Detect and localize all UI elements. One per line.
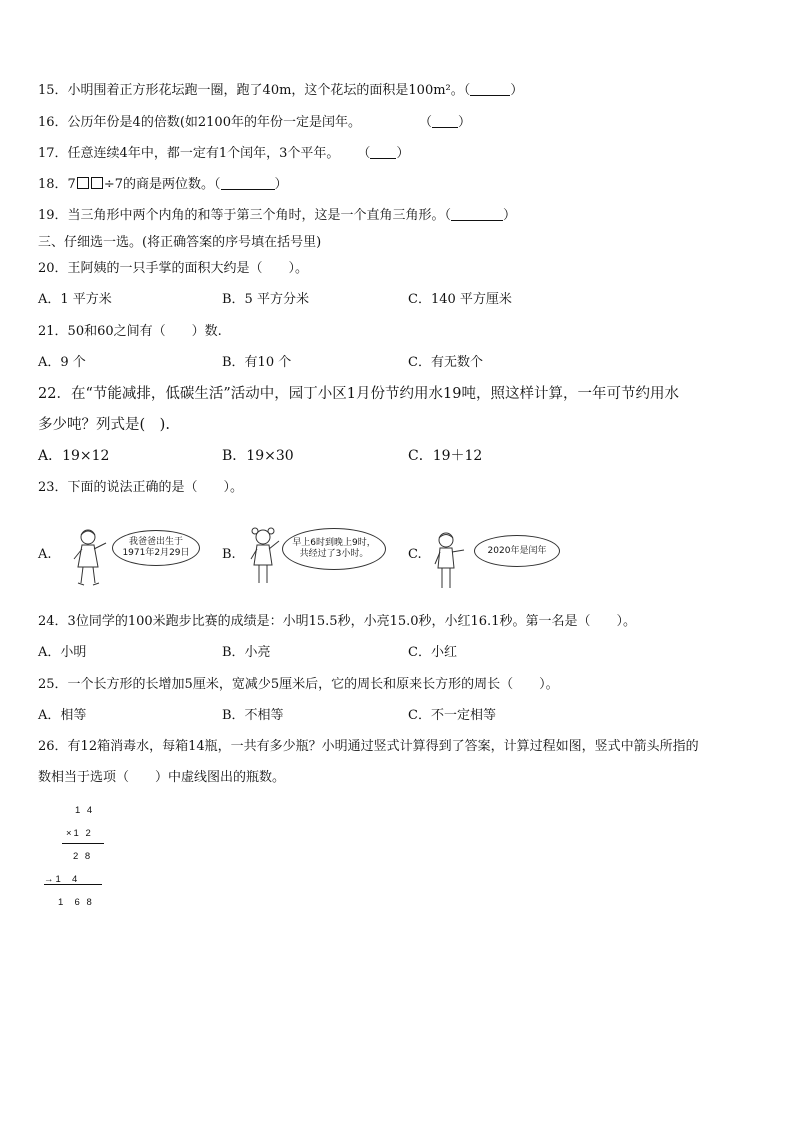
paren-close: ） [458, 115, 472, 130]
speech-bubble [474, 535, 560, 567]
question-18-text: ÷7的商是两位数。（ [103, 177, 221, 192]
bubble-text: 2020年是闰年 [487, 545, 547, 556]
digit-box-icon [91, 177, 103, 189]
option-b[interactable]: B．19×30 [222, 448, 294, 464]
paren-open: （ [357, 146, 371, 161]
question-20: 20．王阿姨的一只手掌的面积大约是（ ）。 [38, 261, 309, 276]
answer-blank[interactable] [451, 220, 503, 221]
calc-rule [62, 843, 104, 844]
question-22-line-1: 22．在“节能减排，低碳生活”活动中，园丁小区1月份节约用水19吨，照这样计算，一年可节约用水 [38, 386, 679, 402]
question-21: 21．50和60之间有（ ）数. [38, 324, 222, 339]
calc-row-3: 2 8 [73, 851, 93, 862]
option-c[interactable]: C．有无数个 [408, 355, 483, 370]
calc-row-2: ×1 2 [66, 828, 93, 839]
question-17-text: 17．任意连续4年中，都一定有1个闰年，3个平年。 [38, 146, 340, 161]
question-22-line-2: 多少吨？列式是( ). [38, 417, 170, 433]
girl-illustration-icon [245, 527, 285, 589]
paren-close: ） [503, 208, 517, 223]
speech-bubble [112, 530, 200, 566]
girl-illustration-icon [430, 530, 470, 594]
question-16 [38, 115, 471, 131]
digit-box-icon [77, 177, 89, 189]
option-a[interactable]: A．相等 [38, 708, 87, 723]
question-17 [38, 146, 409, 162]
option-b[interactable]: B．小亮 [222, 645, 271, 660]
answer-blank[interactable] [470, 95, 510, 96]
question-16-text: 16．公历年份是4的倍数(如2100年的年份一定是闰年。 [38, 115, 361, 130]
question-18 [38, 177, 288, 193]
answer-blank[interactable] [370, 158, 396, 159]
option-a[interactable]: A．1 平方米 [38, 292, 112, 307]
calc-row-5: 1 6 8 [58, 897, 94, 908]
question-19-text: 19．当三角形中两个内角的和等于第三个角时，这是一个直角三角形。（ [38, 208, 452, 223]
calc-row-4: →1 4 [44, 874, 80, 885]
section-heading: 三、仔细选一选。(将正确答案的序号填在括号里) [38, 235, 322, 250]
option-b-label[interactable]: B. [222, 547, 236, 562]
calc-row-1: 1 4 [75, 805, 95, 816]
paren-open: （ [418, 115, 432, 130]
question-19 [38, 208, 516, 224]
speech-bubble [282, 528, 386, 570]
option-a[interactable]: A．9 个 [38, 355, 86, 370]
question-23: 23．下面的说法正确的是（ ）。 [38, 480, 244, 495]
bubble-text: 早上6时到晚上9时， [292, 538, 376, 548]
option-c[interactable]: C．19＋12 [408, 448, 483, 464]
answer-blank[interactable] [432, 127, 458, 128]
option-b[interactable]: B．5 平方分米 [222, 292, 309, 307]
bubble-text: 我爸爸出生于 [128, 537, 183, 547]
option-c[interactable]: C．小红 [408, 645, 457, 660]
question-18-number: 18．7 [38, 177, 76, 192]
question-24: 24．3位同学的100米跑步比赛的成绩是：小明15.5秒，小亮15.0秒，小红16.1秒。第一名是（ ）。 [38, 614, 636, 629]
option-a[interactable]: A．小明 [38, 645, 87, 660]
paren-close: ） [510, 83, 524, 98]
paren-close: ） [274, 177, 288, 192]
option-c[interactable]: C．不一定相等 [408, 708, 496, 723]
option-a-label[interactable]: A. [38, 547, 52, 562]
question-26-line-1: 26．有12箱消毒水，每箱14瓶，一共有多少瓶？小明通过竖式计算得到了答案，计算过程如图，竖式中箭头所指的 [38, 739, 699, 754]
question-26-line-2: 数相当于选项（ ）中虚线图出的瓶数。 [38, 770, 286, 785]
answer-blank[interactable] [221, 189, 275, 190]
option-c-label[interactable]: C. [408, 547, 422, 562]
option-c[interactable]: C．140 平方厘米 [408, 292, 512, 307]
option-b[interactable]: B．不相等 [222, 708, 284, 723]
question-15 [38, 83, 523, 99]
paren-close: ） [396, 146, 410, 161]
question-15-text: 15．小明围着正方形花坛跑一圈，跑了40m，这个花坛的面积是100m²。（ [38, 83, 471, 98]
bubble-text: 1971年2月29日 [122, 548, 190, 558]
calc-rule [44, 884, 102, 885]
bubble-text: 共经过了3小时。 [299, 549, 369, 559]
question-25: 25．一个长方形的长增加5厘米，宽减少5厘米后，它的周长和原来长方形的周长（ ）。 [38, 677, 559, 692]
girl-illustration-icon [70, 527, 118, 589]
option-a[interactable]: A．19×12 [38, 448, 110, 464]
option-b[interactable]: B．有10 个 [222, 355, 292, 370]
